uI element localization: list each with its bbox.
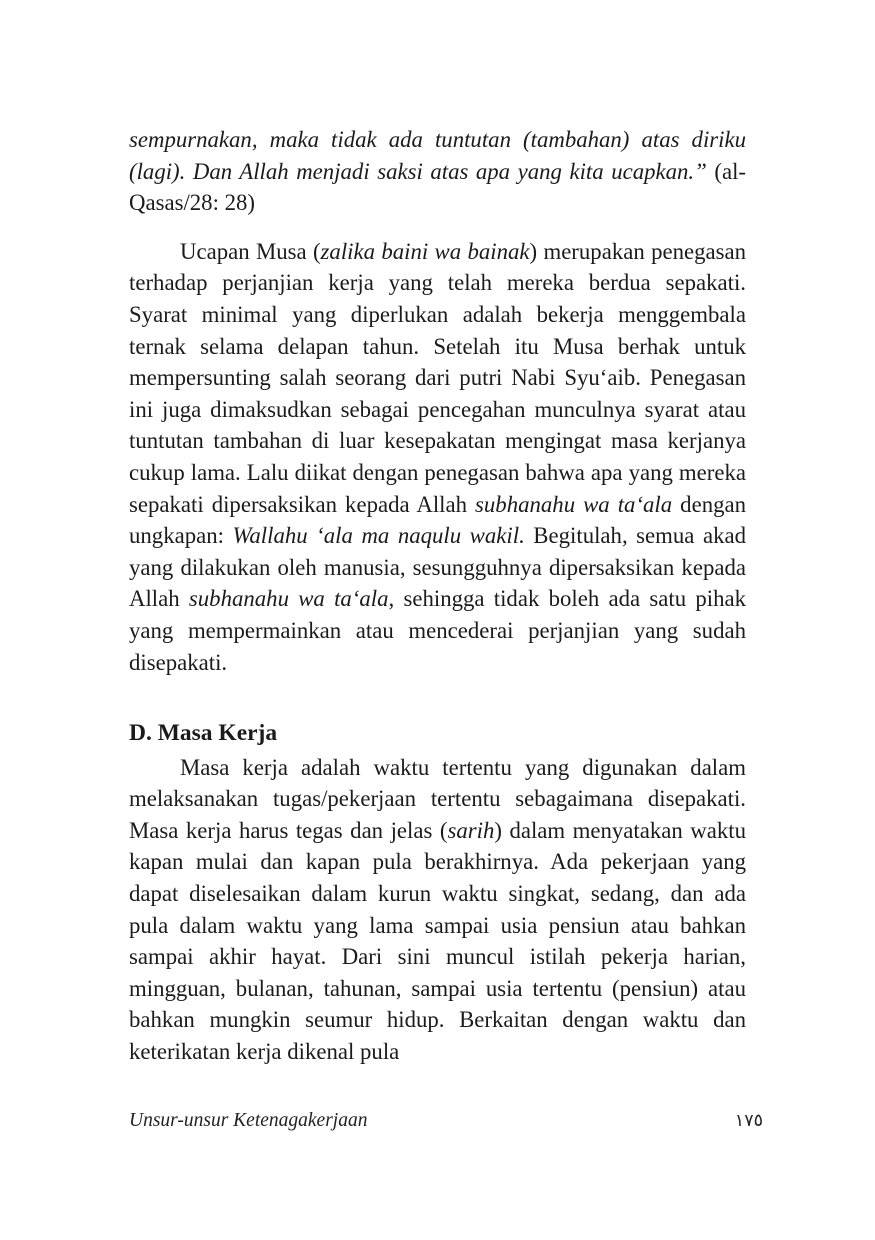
section-heading: D. Masa Kerja — [129, 720, 278, 747]
running-title: Unsur-unsur Ketenagakerjaan — [129, 1110, 368, 1131]
paragraph-ucapan-musa: Ucapan Musa (zalika baini wa bainak) merupakan penegasan terhadap perjanjian kerja yang telah mereka berdua sepakati. Syarat minimal yang diperlukan adalah bekerja menggembala ternak selama delapan tahun. Setelah itu Musa berhak untuk mempersunting salah seorang dari putri Nabi Syu‘aib. Penegasan ini juga dimaksudkan sebagai pencegahan munculnya syarat atau tuntutan tambahan di luar kesepakatan mengingat masa kerjanya cukup lama. Lalu diikat dengan penegasan bahwa apa yang mereka sepakati dipersaksikan kepada Allah subhanahu wa ta‘ala dengan ungkapan: Wallahu ‘ala ma naqulu wakil. Begitulah, semua akad yang dilakukan oleh manusia, sesungguhnya dipersaksikan kepada Allah subhanahu wa ta‘ala, sehingga tidak boleh ada satu pihak yang mempermainkan atau mencederai perjanjian yang sudah disepakati. — [129, 238, 747, 675]
page-footer — [129, 1110, 763, 1132]
page-number: ١٧٥ — [734, 1111, 763, 1131]
paragraph-masa-kerja: Masa kerja adalah waktu tertentu yang digunakan dalam melaksanakan tugas/pekerjaan tertentu sebagaimana disepakati. Masa kerja harus tegas dan jelas (sarih) dalam menyatakan waktu kapan mulai dan kapan pula berakhirnya. Ada pekerjaan yang dapat diselesaikan dalam kurun waktu singkat, sedang, dan ada pula dalam waktu yang lama sampai usia pensiun atau bahkan sampai akhir hayat. Dari sini muncul istilah pekerja harian, mingguan, bulanan, tahunan, sampai usia tertentu (pensiun) atau bahkan mungkin seumur hidup. Berkaitan dengan waktu dan keterikatan kerja dikenal pula — [129, 754, 746, 1065]
page-body — [129, 124, 746, 1068]
quote-paragraph: sempurnakan, maka tidak ada tuntutan (tambahan) atas diriku (lagi). Dan Allah menjadi saksi atas apa yang kita ucapkan.” (al-Qasas/28: 28) — [129, 127, 746, 216]
